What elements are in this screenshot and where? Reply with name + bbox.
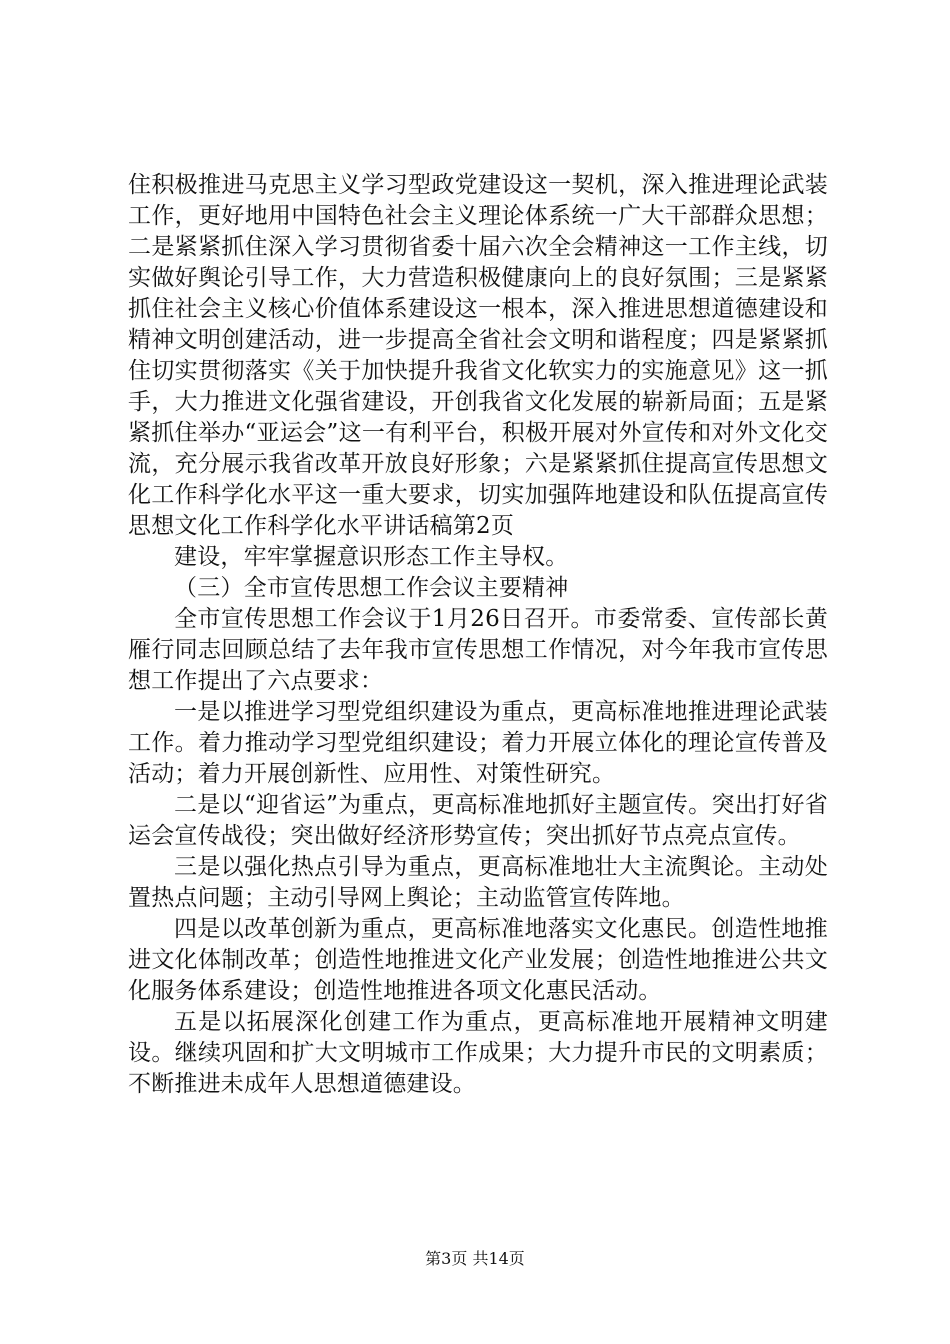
paragraph-9: 五是以拓展深化创建工作为重点，更高标准地开展精神文明建设。继续巩固和扩大文明城市工作成果；大力提升市民的文明素质；不断推进未成年人思想道德建设。 — [128, 1009, 828, 1097]
paragraph-8: 四是以改革创新为重点，更高标准地落实文化惠民。创造性地推进文化体制改革；创造性地推进文化产业发展；创造性地推进公共文化服务体系建设；创造性地推进各项文化惠民活动。 — [128, 916, 828, 1004]
paragraph-4: 全市宣传思想工作会议于1月26日召开。市委常委、宣传部长黄雁行同志回顾总结了去年我市宣传思想工作情况，对今年我市宣传思想工作提出了六点要求： — [128, 606, 828, 694]
paragraph-7: 三是以强化热点引导为重点，更高标准地壮大主流舆论。主动处置热点问题；主动引导网上舆论；主动监管宣传阵地。 — [128, 854, 828, 911]
paragraph-2: 建设，牢牢掌握意识形态工作主导权。 — [174, 544, 569, 570]
paragraph-6: 二是以“迎省运”为重点，更高标准地抓好主题宣传。突出打好省运会宣传战役；突出做好经济形势宣传；突出抓好节点亮点宣传。 — [128, 792, 828, 849]
document-body — [128, 170, 828, 1100]
paragraph-5: 一是以推进学习型党组织建设为重点，更高标准地推进理论武装工作。着力推动学习型党组织建设；着力开展立体化的理论宣传普及活动；着力开展创新性、应用性、对策性研究。 — [128, 699, 828, 787]
section-heading: （三）全市宣传思想工作会议主要精神 — [174, 575, 569, 601]
page-number-footer: 第3页 共14页 — [425, 1249, 525, 1268]
paragraph-1: 住积极推进马克思主义学习型政党建设这一契机，深入推进理论武装工作，更好地用中国特色社会主义理论体系统一广大干部群众思想；二是紧紧抓住深入学习贯彻省委十届六次全会精神这一工作主线，切实做好舆论引导工作，大力营造积极健康向上的良好氛围；三是紧紧抓住社会主义核心价值体系建设这一根本，深入推进思想道德建设和精神文明创建活动，进一步提高全省社会文明和谐程度；四是紧紧抓住切实贯彻落实《关于加快提升我省文化软实力的实施意见》这一抓手，大力推进文化强省建设，开创我省文化发展的崭新局面；五是紧紧抓住举办“亚运会”这一有利平台，积极开展对外宣传和对外文化交流，充分展示我省改革开放良好形象；六是紧紧抓住提高宣传思想文化工作科学化水平这一重大要求，切实加强阵地建设和队伍提高宣传思想文化工作科学化水平讲话稿第2页 — [128, 172, 828, 539]
